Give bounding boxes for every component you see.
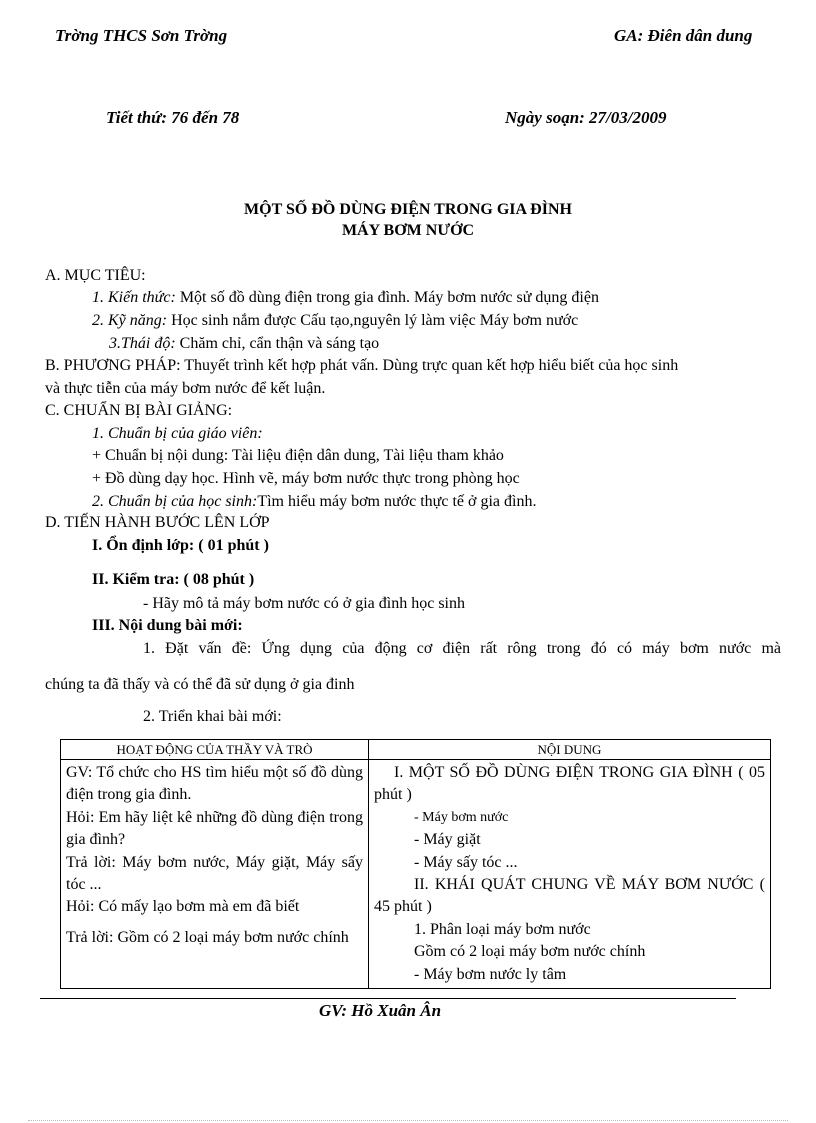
content-section-heading: I. MỘT SỐ ĐỒ DÙNG ĐIỆN TRONG GIA ĐÌNH ( 05 phút ) bbox=[374, 764, 765, 804]
activity-line: Trả lời: Gồm có 2 loại máy bơm nước chính bbox=[66, 928, 349, 946]
column-header-activities: HOẠT ĐỘNG CỦA THẦY VÀ TRÒ bbox=[61, 740, 369, 760]
footer-divider bbox=[40, 998, 736, 999]
step-label: II. Kiểm tra: bbox=[92, 571, 180, 588]
subject-name: GA: Điên dân dung bbox=[614, 26, 753, 45]
step-new-content: III. Nội dung bài mới: bbox=[92, 617, 243, 634]
teacher-name: GV: Hồ Xuân Ân bbox=[319, 1001, 442, 1020]
objective-attitude bbox=[109, 335, 379, 353]
step-time: ( 08 phút ) bbox=[179, 571, 255, 588]
section-c-heading: C. CHUẨN BỊ BÀI GIẢNG: bbox=[45, 402, 233, 419]
lesson-period: Tiết thứ: 76 đến 78 bbox=[106, 108, 240, 127]
table-header-row bbox=[61, 740, 771, 760]
activity-line: Hỏi: Có mấy lạo bơm mà em đã biết bbox=[66, 898, 300, 916]
check-question: - Hãy mô tả máy bơm nước có ở gia đình học sinh bbox=[143, 595, 465, 612]
objective-label: 3.Thái độ: bbox=[109, 335, 176, 352]
activities-cell bbox=[61, 760, 369, 989]
table-row bbox=[61, 760, 771, 989]
section-d-heading: D. TIẾN HÀNH BƯỚC LÊN LỚP bbox=[45, 514, 270, 531]
student-prep bbox=[92, 493, 536, 511]
lesson-title: MỘT SỐ ĐỒ DÙNG ĐIỆN TRONG GIA ĐÌNH bbox=[244, 201, 572, 218]
content-cell bbox=[369, 760, 771, 989]
section-b-line1: B. PHƯƠNG PHÁP: Thuyết trình kết hợp phát vấn. Dùng trực quan kết hợp hiểu biết của học sinh bbox=[45, 357, 679, 374]
content-section-heading: II. KHÁI QUÁT CHUNG VỀ MÁY BƠM NƯỚC ( 45 phút ) bbox=[374, 876, 765, 916]
intro-line2: chúng ta đã thấy và có thể đã sử dụng ở gia đinh bbox=[45, 676, 355, 693]
content-item: - Máy bơm nước bbox=[414, 809, 509, 825]
step-label: I. Ổn định lớp: bbox=[92, 537, 195, 554]
content-item: - Máy bơm nước ly tâm bbox=[414, 965, 567, 983]
activity-line: Trả lời: Máy bơm nước, Máy giặt, Máy sấy tóc ... bbox=[66, 853, 363, 894]
lesson-table bbox=[60, 739, 771, 989]
activity-line: GV: Tổ chức cho HS tìm hiểu một số đồ dùng điện trong gia đình. bbox=[66, 764, 363, 804]
objective-label: 2. Kỹ năng: bbox=[92, 312, 168, 329]
lesson-subtitle: MÁY BƠM NƯỚC bbox=[341, 222, 475, 239]
objective-knowledge bbox=[92, 289, 599, 307]
section-a-heading: A. MỤC TIÊU: bbox=[45, 267, 146, 284]
section-b-line2: và thực tiễn của máy bơm nước để kết luận. bbox=[45, 380, 326, 397]
objective-text: Chăm chỉ, cẩn thận và sáng tạo bbox=[175, 335, 380, 352]
student-prep-label: 2. Chuẩn bị của học sinh: bbox=[92, 493, 258, 510]
objective-skill bbox=[92, 312, 578, 330]
content-line: Gồm có 2 loại máy bơm nước chính bbox=[414, 943, 646, 961]
column-header-content: NỘI DUNG bbox=[369, 740, 771, 760]
teacher-prep-label: 1. Chuẩn bị của giáo viên: bbox=[92, 425, 263, 442]
page-edge-divider bbox=[28, 1120, 788, 1121]
objective-text: Một số đồ dùng điện trong gia đình. Máy bơm nước sử dụng điện bbox=[175, 289, 599, 306]
objective-label: 1. Kiến thức: bbox=[92, 289, 176, 306]
intro-line1: 1. Đặt vấn đề: Ứng dụng của động cơ điện rất rông trong đó có máy bơm nước mà bbox=[143, 640, 781, 657]
prep-date: Ngày soạn: 27/03/2009 bbox=[505, 108, 667, 127]
objective-text: Học sinh nắm được Cấu tạo,nguyên lý làm việc Máy bơm nước bbox=[167, 312, 579, 329]
step-check bbox=[92, 571, 254, 589]
step-time: ( 01 phút ) bbox=[194, 537, 269, 554]
activity-line: Hỏi: Em hãy liệt kê những đồ dùng điện trong gia đình? bbox=[66, 808, 363, 849]
school-name: Trờng THCS Sơn Trờng bbox=[55, 26, 228, 45]
teacher-prep-item: + Chuẩn bị nội dung: Tài liệu điện dân dung, Tài liệu tham khảo bbox=[92, 447, 504, 464]
step-stabilize bbox=[92, 537, 269, 555]
content-subheading: 1. Phân loại máy bơm nước bbox=[414, 920, 591, 938]
student-prep-text: Tìm hiểu máy bơm nước thực tế ở gia đình. bbox=[257, 493, 537, 510]
lesson-deployment: 2. Triển khai bài mới: bbox=[143, 708, 282, 725]
content-item: - Máy sấy tóc ... bbox=[414, 853, 518, 871]
content-item: - Máy giặt bbox=[414, 831, 481, 849]
teacher-prep-item: + Đồ dùng dạy học. Hình vẽ, máy bơm nước thực trong phòng học bbox=[92, 470, 520, 487]
